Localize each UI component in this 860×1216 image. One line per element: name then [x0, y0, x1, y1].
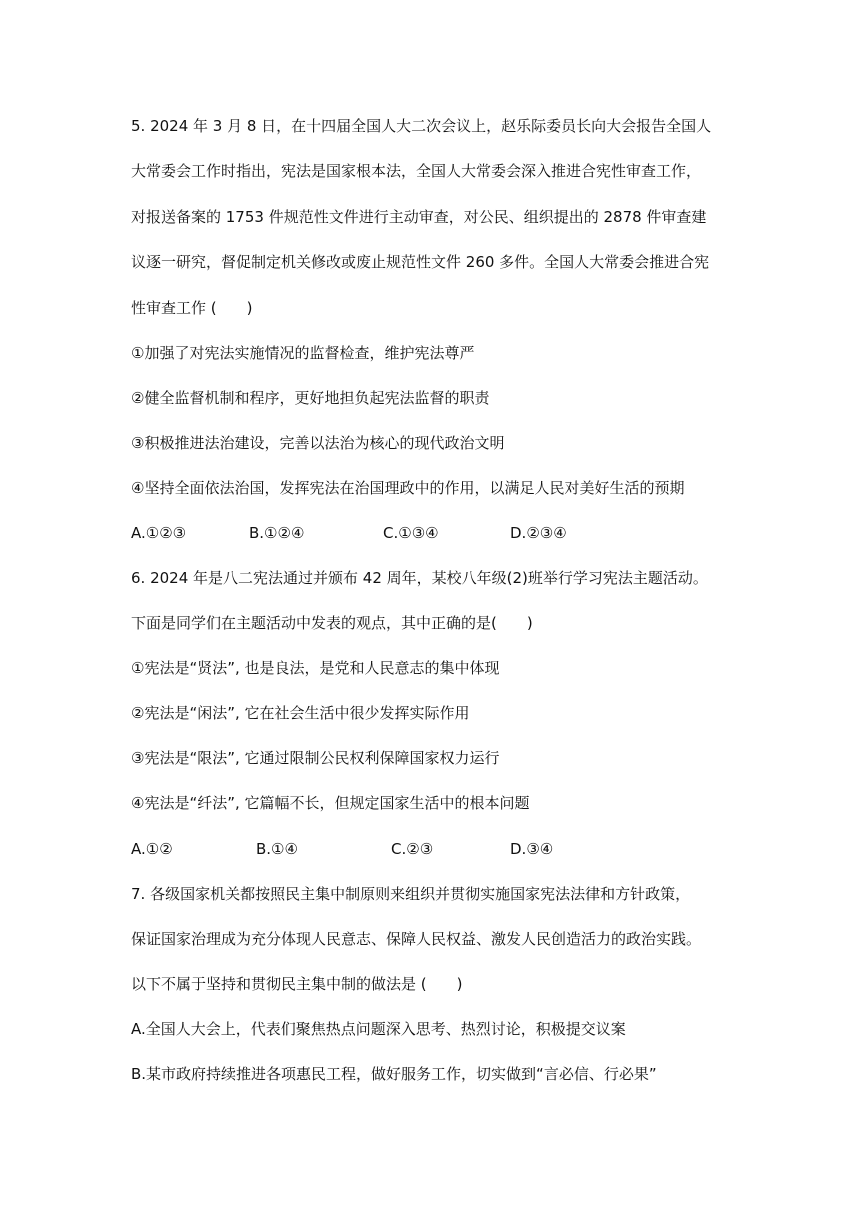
q5-stem-line-3: 对报送备案的 1753 件规范性文件进行主动审查，对公民、组织提出的 2878 件审查建	[131, 208, 707, 226]
q5-option-d[interactable]: D.②③④	[510, 524, 567, 542]
q6-statement-1: ①宪法是“贤法”, 也是良法，是党和人民意志的集中体现	[131, 659, 500, 677]
q5-stem-line-5: 性审查工作 ( )	[131, 299, 253, 317]
q5-statement-1: ①加强了对宪法实施情况的监督检查，维护宪法尊严	[131, 344, 475, 362]
q5-option-a[interactable]: A.①②③	[131, 524, 187, 542]
q6-statement-4: ④宪法是“纤法”, 它篇幅不长，但规定国家生活中的根本问题	[131, 794, 530, 812]
q5-statement-2: ②健全监督机制和程序，更好地担负起宪法监督的职责	[131, 389, 490, 407]
q5-stem-line-4: 议逐一研究，督促制定机关修改或废止规范性文件 260 多件。全国人大常委会推进合宪	[131, 253, 710, 271]
q6-option-d[interactable]: D.③④	[510, 840, 554, 858]
q7-option-b[interactable]: B.某市政府持续推进各项惠民工程，做好服务工作，切实做到“言必信、行必果”	[131, 1065, 657, 1083]
q6-option-c[interactable]: C.②③	[391, 840, 434, 858]
q6-statement-2: ②宪法是“闲法”, 它在社会生活中很少发挥实际作用	[131, 704, 470, 722]
q6-statement-3: ③宪法是“限法”, 它通过限制公民权利保障国家权力运行	[131, 749, 500, 767]
q6-option-a[interactable]: A.①②	[131, 840, 173, 858]
q6-stem-line-1: 6. 2024 年是八二宪法通过并颁布 42 周年，某校八年级(2)班举行学习宪法主题活动。	[131, 569, 708, 587]
q5-option-b[interactable]: B.①②④	[249, 524, 305, 542]
q7-stem-line-1: 7. 各级国家机关都按照民主集中制原则来组织并贯彻实施国家宪法法律和方针政策，	[131, 885, 691, 903]
q5-option-c[interactable]: C.①③④	[383, 524, 439, 542]
q5-stem-line-1: 5. 2024 年 3 月 8 日，在十四届全国人大二次会议上，赵乐际委员长向大会报告全国人	[131, 117, 712, 135]
q5-statement-3: ③积极推进法治建设，完善以法治为核心的现代政治文明	[131, 434, 505, 452]
q5-stem-line-2: 大常委会工作时指出，宪法是国家根本法，全国人大常委会深入推进合宪性审查工作，	[131, 162, 702, 180]
q7-option-a[interactable]: A.全国人大会上，代表们聚焦热点问题深入思考、热烈讨论，积极提交议案	[131, 1020, 626, 1038]
q6-stem-line-2: 下面是同学们在主题活动中发表的观点，其中正确的是( )	[131, 614, 533, 632]
q6-option-b[interactable]: B.①④	[256, 840, 298, 858]
q5-statement-4: ④坚持全面依法治国，发挥宪法在治国理政中的作用，以满足人民对美好生活的预期	[131, 479, 685, 497]
q7-stem-line-2: 保证国家治理成为充分体现人民意志、保障人民权益、激发人民创造活力的政治实践。	[131, 930, 702, 948]
q7-stem-line-3: 以下不属于坚持和贯彻民主集中制的做法是 ( )	[131, 975, 463, 993]
